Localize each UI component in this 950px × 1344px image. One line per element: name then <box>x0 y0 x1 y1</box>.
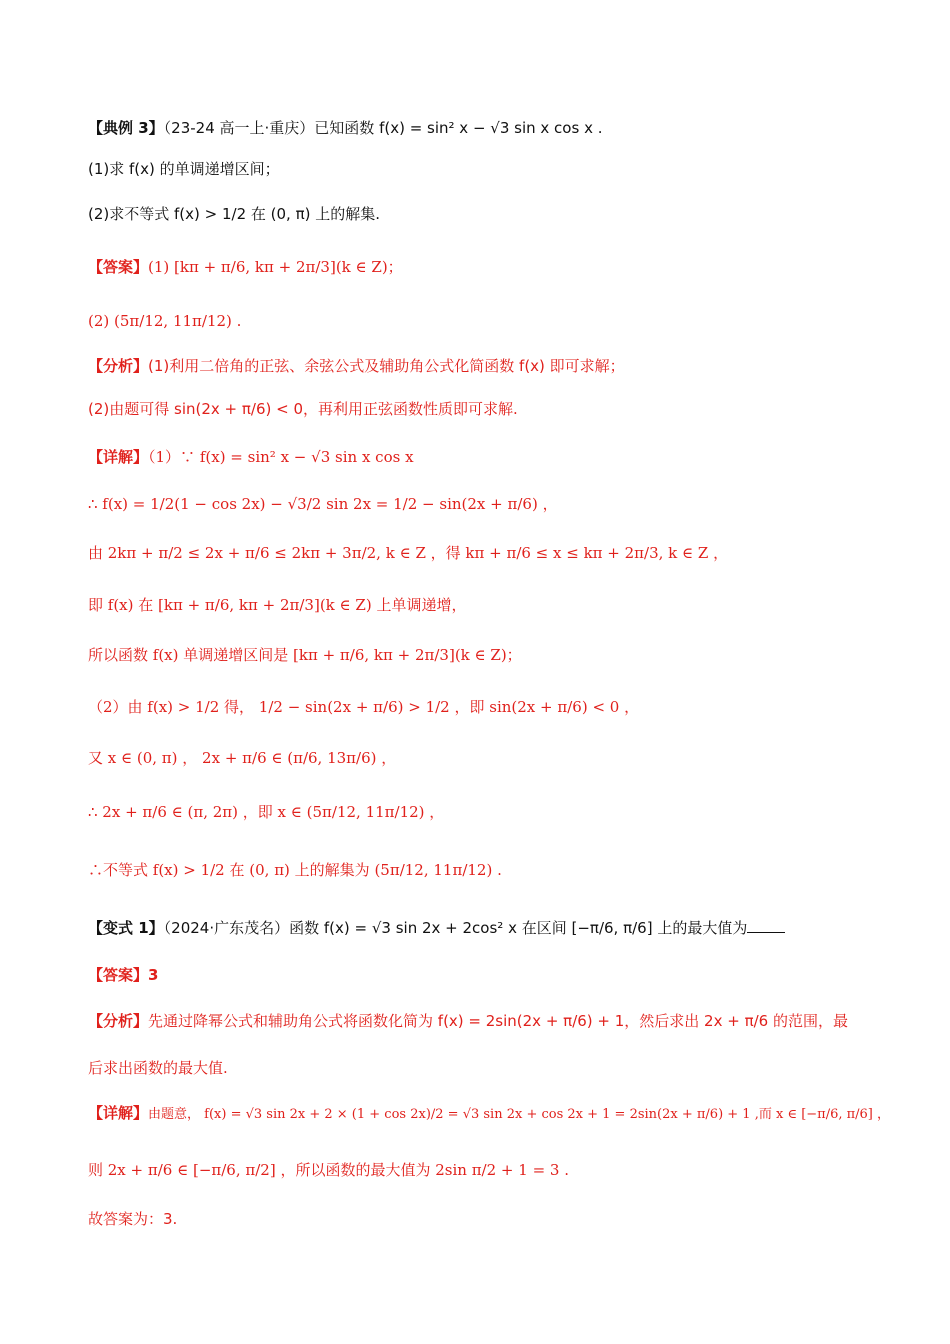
answer-line-1 <box>88 256 880 278</box>
detail-9: ∴不等式 f(x) > 1/2 在 (0, π) 上的解集为 (5π/12, 11π/12) . <box>88 861 502 879</box>
detail-6: （2）由 f(x) > 1/2 得， 1/2 − sin(2x + π/6) > 1/2 ，即 sin(2x + π/6) < 0 ， <box>88 698 640 716</box>
variation-1-stem-line <box>88 917 880 939</box>
answer-label: 【答案】 <box>88 258 149 276</box>
variation-answer: 3 <box>148 966 159 984</box>
detail-1: （1）∵ f(x) = sin² x − √3 sin x cos x <box>148 448 414 466</box>
answer-2: (2) (5π/12, 11π/12) . <box>88 312 242 330</box>
variation-detail-1: 由题意， f(x) = √3 sin 2x + 2 × (1 + cos 2x)/2 = √3 sin 2x + cos 2x + 1 = 2sin(2x + π/6) + 1 ,而 x ∈ [−π/6, π/6] ， <box>148 1107 891 1122</box>
variation-label: 【变式 1】 <box>88 919 164 937</box>
example-source: （23-24 高一上·重庆） <box>163 119 315 137</box>
analysis-1: (1)利用二倍角的正弦、余弦公式及辅助角公式化简函数 f(x) 即可求解； <box>148 357 625 375</box>
question-2: (2)求不等式 f(x) > 1/2 在 (0, π) 上的解集. <box>88 205 381 223</box>
detail-line-1 <box>88 446 880 468</box>
variation-detail-label: 【详解】 <box>88 1104 149 1122</box>
variation-answer-label: 【答案】 <box>88 966 149 984</box>
answer-1: (1) [kπ + π/6, kπ + 2π/3](k ∈ Z)； <box>148 258 403 276</box>
variation-detail-line-1 <box>88 1102 891 1126</box>
detail-7: 又 x ∈ (0, π) ， 2x + π/6 ∈ (π/6, 13π/6) ， <box>88 749 397 767</box>
detail-8: ∴ 2x + π/6 ∈ (π, 2π) ，即 x ∈ (5π/12, 11π/12) ， <box>88 803 445 821</box>
variation-final: 故答案为：3. <box>88 1210 178 1228</box>
variation-answer-line <box>88 964 880 986</box>
analysis-line-1 <box>88 355 880 377</box>
question-1: (1)求 f(x) 的单调递增区间； <box>88 160 280 178</box>
variation-analysis-label: 【分析】 <box>88 1012 149 1030</box>
variation-detail-2: 则 2x + π/6 ∈ [−π/6, π/2] ，所以函数的最大值为 2sin π/2 + 1 = 3 . <box>88 1161 569 1179</box>
variation-source: （2024·广东茂名） <box>163 919 290 937</box>
detail-4: 即 f(x) 在 [kπ + π/6, kπ + 2π/3](k ∈ Z) 上单调递增， <box>88 596 467 614</box>
answer-blank <box>747 918 785 933</box>
detail-5: 所以函数 f(x) 单调递增区间是 [kπ + π/6, kπ + 2π/3](k ∈ Z)； <box>88 646 522 664</box>
variation-analysis-line-1 <box>88 1010 880 1032</box>
variation-analysis-1: 先通过降幂公式和辅助角公式将函数化简为 f(x) = 2sin(2x + π/6) + 1，然后求出 2x + π/6 的范围，最 <box>148 1012 848 1030</box>
example-3-stem-line <box>88 117 880 139</box>
detail-3: 由 2kπ + π/2 ≤ 2x + π/6 ≤ 2kπ + 3π/2, k ∈ Z ，得 kπ + π/6 ≤ x ≤ kπ + 2π/3, k ∈ Z ， <box>88 544 729 562</box>
detail-label: 【详解】 <box>88 448 149 466</box>
detail-2: ∴ f(x) = 1/2(1 − cos 2x) − √3/2 sin 2x = 1/2 − sin(2x + π/6) ， <box>88 495 558 513</box>
variation-analysis-2: 后求出函数的最大值. <box>88 1059 228 1077</box>
variation-stem: 函数 f(x) = √3 sin 2x + 2cos² x 在区间 [−π/6, π/6] 上的最大值为 <box>289 919 748 937</box>
example-label: 【典例 3】 <box>88 119 164 137</box>
analysis-2: (2)由题可得 sin(2x + π/6) < 0，再利用正弦函数性质即可求解. <box>88 400 518 418</box>
analysis-label: 【分析】 <box>88 357 149 375</box>
example-stem: 已知函数 f(x) = sin² x − √3 sin x cos x . <box>314 119 603 137</box>
